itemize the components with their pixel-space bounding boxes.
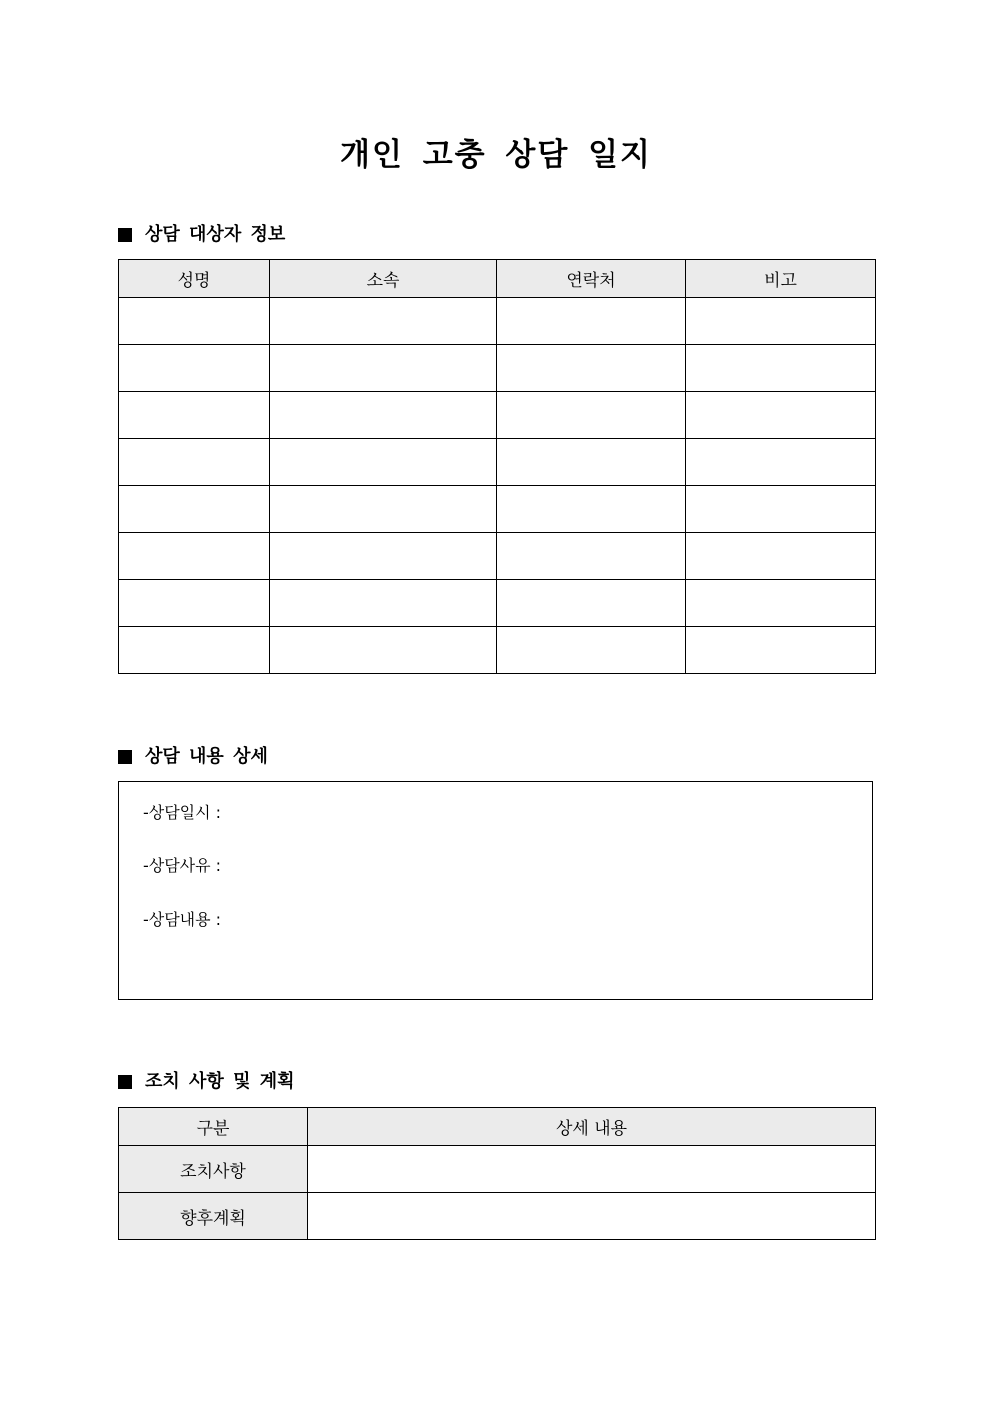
contact-cell[interactable] [497,298,686,345]
remarks-cell[interactable] [686,580,876,627]
consultation-details-box[interactable] [118,781,873,1000]
table-header-row [119,260,876,298]
consultation-datetime-label: -상담일시 : [143,803,222,822]
actions-plans-table [118,1107,876,1240]
remarks-cell[interactable] [686,627,876,674]
affiliation-cell[interactable] [270,533,497,580]
remarks-cell[interactable] [686,486,876,533]
square-bullet-icon [118,228,132,242]
affiliation-cell[interactable] [270,392,497,439]
table-row [119,627,876,674]
row-label-actions: 조치사항 [119,1146,308,1193]
column-header-affiliation: 소속 [270,260,497,298]
contact-cell[interactable] [497,345,686,392]
table-row [119,298,876,345]
name-cell[interactable] [119,533,270,580]
affiliation-cell[interactable] [270,580,497,627]
column-header-details: 상세 내용 [308,1108,876,1146]
name-cell[interactable] [119,580,270,627]
contact-cell[interactable] [497,533,686,580]
table-row [119,439,876,486]
remarks-cell[interactable] [686,298,876,345]
name-cell[interactable] [119,345,270,392]
name-cell[interactable] [119,439,270,486]
table-row [119,1146,876,1193]
section-heading-label: 상담 내용 상세 [145,746,268,767]
name-cell[interactable] [119,392,270,439]
column-header-category: 구분 [119,1108,308,1146]
table-row [119,1193,876,1240]
table-row [119,533,876,580]
contact-cell[interactable] [497,486,686,533]
name-cell[interactable] [119,486,270,533]
affiliation-cell[interactable] [270,298,497,345]
contact-cell[interactable] [497,439,686,486]
column-header-remarks: 비고 [686,260,876,298]
column-header-contact: 연락처 [497,260,686,298]
contact-cell[interactable] [497,392,686,439]
table-header-row [119,1108,876,1146]
section-heading-actions-plans [118,1069,295,1095]
page-title: 개인 고충 상담 일지 [340,137,652,173]
remarks-cell[interactable] [686,345,876,392]
affiliation-cell[interactable] [270,486,497,533]
contact-cell[interactable] [497,627,686,674]
table-row [119,486,876,533]
consultation-content-label: -상담내용 : [143,910,222,929]
table-row [119,345,876,392]
table-row [119,392,876,439]
affiliation-cell[interactable] [270,345,497,392]
contact-cell[interactable] [497,580,686,627]
square-bullet-icon [118,750,132,764]
square-bullet-icon [118,1075,132,1089]
remarks-cell[interactable] [686,533,876,580]
column-header-name: 성명 [119,260,270,298]
future-plans-content-cell[interactable] [308,1193,876,1240]
section-heading-label: 상담 대상자 정보 [145,224,286,245]
name-cell[interactable] [119,627,270,674]
remarks-cell[interactable] [686,439,876,486]
name-cell[interactable] [119,298,270,345]
section-heading-consultation-details [118,744,268,770]
affiliation-cell[interactable] [270,627,497,674]
actions-content-cell[interactable] [308,1146,876,1193]
row-label-future-plans: 향후계획 [119,1193,308,1240]
subject-info-table [118,259,876,674]
section-heading-subject-info [118,222,285,248]
consultation-reason-label: -상담사유 : [143,856,222,875]
remarks-cell[interactable] [686,392,876,439]
affiliation-cell[interactable] [270,439,497,486]
section-heading-label: 조치 사항 및 계획 [145,1071,295,1092]
table-row [119,580,876,627]
